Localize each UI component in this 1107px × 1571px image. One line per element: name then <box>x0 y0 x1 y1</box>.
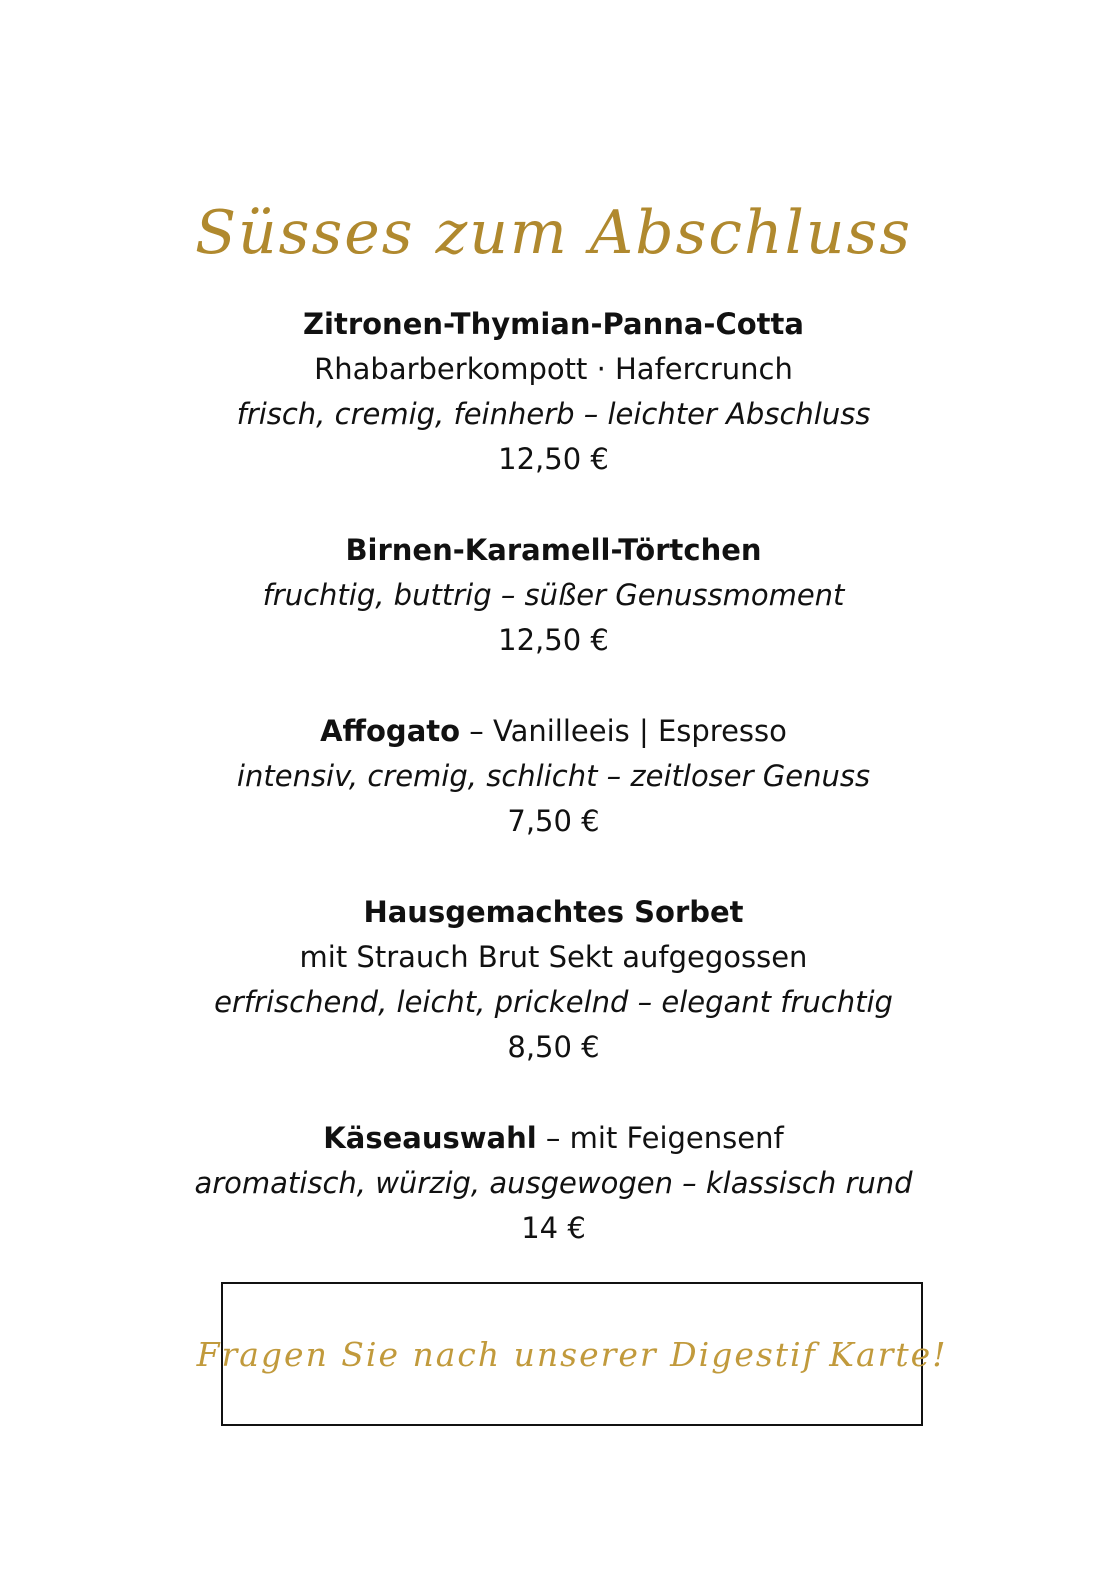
dish-detail: – Vanilleeis | Espresso <box>460 714 787 748</box>
dish-tasting-notes: aromatisch, würzig, ausgewogen – klassisch rund <box>194 1166 913 1200</box>
dish-price: 7,50 € <box>507 804 600 838</box>
dish-detail: Rhabarberkompott · Hafercrunch <box>314 352 793 386</box>
dish-detail: – mit Feigensenf <box>536 1121 784 1155</box>
dish-name: Birnen-Karamell-Törtchen <box>345 533 762 567</box>
menu-item-affogato <box>0 709 1107 844</box>
dish-price: 12,50 € <box>498 623 609 657</box>
dessert-menu <box>0 302 1107 1297</box>
dish-name: Affogato <box>320 714 461 748</box>
dish-name: Zitronen-Thymian-Panna-Cotta <box>303 307 804 341</box>
dish-tasting-notes: frisch, cremig, feinherb – leichter Abschluss <box>236 397 871 431</box>
menu-item-panna-cotta <box>0 302 1107 482</box>
menu-item-sorbet <box>0 890 1107 1070</box>
dish-tasting-notes: intensiv, cremig, schlicht – zeitloser Genuss <box>236 759 871 793</box>
dish-price: 14 € <box>521 1211 586 1245</box>
dish-tasting-notes: erfrischend, leicht, prickelnd – elegant fruchtig <box>214 985 893 1019</box>
dish-name: Hausgemachtes Sorbet <box>363 895 744 929</box>
dish-tasting-notes: fruchtig, buttrig – süßer Genussmoment <box>262 578 845 612</box>
menu-item-kaeseauswahl <box>0 1116 1107 1251</box>
digestif-note-box <box>196 1282 948 1426</box>
dish-price: 12,50 € <box>498 442 609 476</box>
dish-detail: mit Strauch Brut Sekt aufgegossen <box>299 940 808 974</box>
dish-price: 8,50 € <box>507 1030 600 1064</box>
dish-name: Käseauswahl <box>323 1121 537 1155</box>
menu-title: Süsses zum Abschluss <box>194 198 913 268</box>
menu-item-birnen-toertchen <box>0 528 1107 663</box>
digestif-note: Fragen Sie nach unserer Digestif Karte! <box>196 1334 948 1374</box>
